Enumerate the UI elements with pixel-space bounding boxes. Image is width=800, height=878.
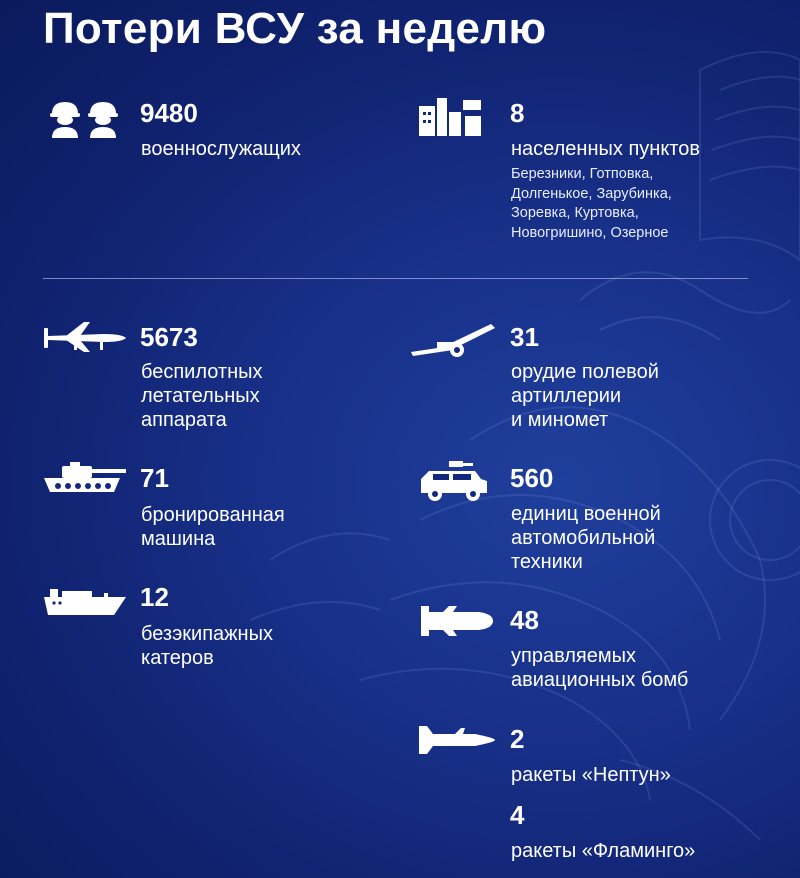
settlements-list: Березники, Готповка, Долгенькое, Зарубинка, Зоревка, Куртовка, Новогришино, Озерное (511, 166, 672, 241)
drones-label: беспилотных летательных аппарата (141, 361, 263, 431)
vehicles-count: 560 (510, 463, 554, 493)
boats-count: 12 (140, 582, 169, 612)
page-title: Потери ВСУ за неделю (43, 4, 547, 53)
bombs-count: 48 (510, 605, 539, 635)
settlements-count: 8 (510, 98, 525, 128)
artillery-label: орудие полевой артиллерии и миномет (511, 361, 659, 431)
missile-icon (419, 726, 495, 754)
vehicles-label: единиц военной автомобильной техники (511, 503, 661, 573)
tank-icon (44, 462, 126, 500)
settlements-label: населенных пунктов (511, 138, 700, 160)
neptune-label: ракеты «Нептун» (511, 764, 671, 786)
buildings-icon (419, 98, 483, 136)
neptune-count: 2 (510, 724, 525, 754)
guided-bomb-icon (419, 606, 493, 636)
soldiers-count: 9480 (140, 98, 198, 128)
drones-count: 5673 (140, 322, 198, 352)
boat-icon (44, 585, 126, 617)
flamingo-label: ракеты «Фламинго» (511, 840, 696, 862)
boats-label: безэкипажных катеров (141, 623, 273, 669)
artillery-icon (411, 322, 497, 358)
military-vehicle-icon (419, 461, 489, 501)
flamingo-count: 4 (510, 800, 525, 830)
bombs-label: управляемых авиационных бомб (511, 645, 689, 691)
divider (43, 278, 748, 279)
soldiers-label: военнослужащих (141, 138, 301, 160)
armored-count: 71 (140, 463, 169, 493)
soldiers-icon (50, 100, 120, 138)
armored-label: бронированная машина (141, 504, 285, 550)
artillery-count: 31 (510, 322, 539, 352)
drone-icon (44, 322, 128, 354)
